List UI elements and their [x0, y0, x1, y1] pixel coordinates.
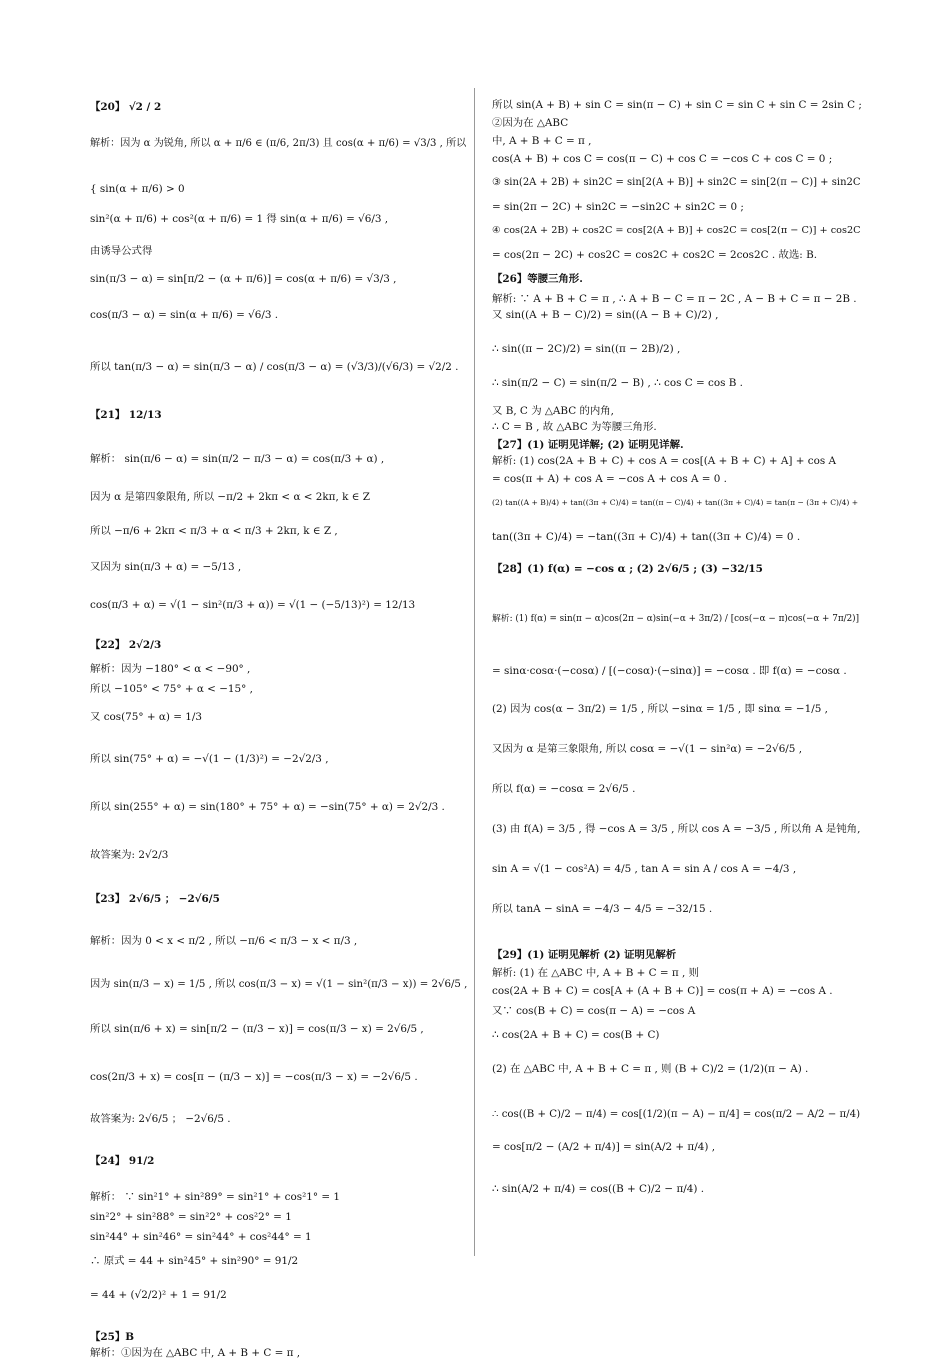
- left-line-35: 解析：①因为在 △ABC 中, A + B + C = π ,: [90, 1347, 301, 1359]
- right-line-32: cos(2A + B + C) = cos[A + (A + B + C)] = cos(π + A) = −cos A .: [492, 985, 833, 997]
- right-line-8: = cos(2π − 2C) + cos2C = cos2C + cos2C = 2cos2C . 故选: B.: [492, 249, 818, 261]
- left-line-24: 因为 sin(π/3 − x) = 1/5 , 所以 cos(π/3 − x) = √(1 − sin²(π/3 − x)) = 2√6/5 ,: [90, 979, 468, 990]
- right-line-21: 【28】(1) f(α) = −cos α ; (2) 2√6/5 ; (3) −32/15: [492, 563, 763, 575]
- right-line-11: 又 sin((A + B − C)/2) = sin((A − B + C)/2) ,: [492, 309, 719, 321]
- right-line-7: ④ cos(2A + 2B) + cos2C = cos[2(A + B)] + cos2C = cos[2(π − C)] + cos2C: [492, 225, 861, 236]
- right-line-9: 【26】等腰三角形.: [492, 273, 583, 285]
- left-line-20: 所以 sin(255° + α) = sin(180° + 75° + α) = −sin(75° + α) = 2√2/3 .: [90, 801, 445, 813]
- left-line-16: 解析：因为 −180° < α < −90° ,: [90, 663, 251, 675]
- right-line-27: (3) 由 f(A) = 3/5 , 得 −cos A = 3/5 , 所以 cos A = −3/5 , 所以角 A 是钝角,: [492, 823, 861, 835]
- left-line-26: cos(2π/3 + x) = cos[π − (π/3 − x)] = −cos(π/3 − x) = −2√6/5 .: [90, 1071, 418, 1083]
- right-line-10: 解析: ∵ A + B + C = π , ∴ A + B − C = π − 2C , A − B + C = π − 2B .: [492, 293, 857, 305]
- right-line-38: ∴ sin(A/2 + π/4) = cos((B + C)/2 − π/4) .: [492, 1183, 705, 1195]
- right-line-6: = sin(2π − 2C) + sin2C = −sin2C + sin2C = 0 ;: [492, 201, 744, 213]
- left-line-34: 【25】B: [90, 1331, 135, 1343]
- right-line-17: 解析: (1) cos(2A + B + C) + cos A = cos[(A + B + C) + A] + cos A: [492, 455, 836, 467]
- left-line-8: 所以 tan(π/3 − α) = sin(π/3 − α) / cos(π/3 − α) = (√3/3)/(√6/3) = √2/2 .: [90, 361, 459, 373]
- right-line-31: 解析: (1) 在 △ABC 中, A + B + C = π , 则: [492, 967, 700, 979]
- right-line-19: (2) tan((A + B)/4) + tan((3π + C)/4) = tan((π − C)/4) + tan((3π + C)/4) = tan(π − (3π + C)/4) +: [492, 498, 859, 507]
- right-line-33: 又∵ cos(B + C) = cos(π − A) = −cos A: [492, 1005, 696, 1017]
- left-line-14: cos(π/3 + α) = √(1 − sin²(π/3 + α)) = √(1 − (−5/13)²) = 12/13: [90, 599, 416, 611]
- right-line-35: (2) 在 △ABC 中, A + B + C = π , 则 (B + C)/2 = (1/2)(π − A) .: [492, 1063, 809, 1075]
- left-line-32: ∴ 原式 = 44 + sin²45° + sin²90° = 91/2: [90, 1255, 299, 1267]
- right-line-18: = cos(π + A) + cos A = −cos A + cos A = 0 .: [492, 473, 727, 485]
- left-line-28: 【24】 91/2: [90, 1155, 155, 1167]
- left-line-9: 【21】 12/13: [90, 409, 162, 421]
- right-line-29: 所以 tanA − sinA = −4/3 − 4/5 = −32/15 .: [492, 903, 713, 915]
- right-line-37: = cos[π/2 − (A/2 + π/4)] = sin(A/2 + π/4) ,: [492, 1141, 715, 1153]
- left-line-11: 因为 α 是第四象限角, 所以 −π/2 + 2kπ < α < 2kπ, k ∈ Z: [90, 491, 370, 503]
- right-line-16: 【27】(1) 证明见详解; (2) 证明见详解.: [492, 439, 684, 451]
- left-line-31: sin²44° + sin²46° = sin²44° + cos²44° = 1: [90, 1231, 312, 1243]
- right-line-26: 所以 f(α) = −cosα = 2√6/5 .: [492, 783, 636, 795]
- left-line-18: 又 cos(75° + α) = 1/3: [90, 711, 202, 723]
- right-line-22: 解析: (1) f(α) = sin(π − α)cos(2π − α)sin(−α + 3π/2) / [cos(−α − π)cos(−α + 7π/2)]: [492, 614, 860, 624]
- right-line-36: ∴ cos((B + C)/2 − π/4) = cos[(1/2)(π − A) − π/4] = cos(π/2 − A/2 − π/4): [492, 1109, 861, 1120]
- left-line-13: 又因为 sin(π/3 + α) = −5/13 ,: [90, 561, 242, 573]
- left-line-21: 故答案为: 2√2/3: [90, 849, 169, 861]
- left-line-30: sin²2° + sin²88° = sin²2° + cos²2° = 1: [90, 1211, 292, 1223]
- right-line-28: sin A = √(1 − cos²A) = 4/5 , tan A = sin A / cos A = −4/3 ,: [492, 863, 797, 875]
- left-line-2: 解析：因为 α 为锐角, 所以 α + π/6 ∈ (π/6, 2π/3) 且 cos(α + π/6) = √3/3 , 所以: [90, 138, 467, 149]
- column-divider: [474, 88, 475, 1256]
- left-line-23: 解析：因为 0 < x < π/2 , 所以 −π/6 < π/3 − x < π/3 ,: [90, 935, 358, 947]
- left-line-6: sin(π/3 − α) = sin[π/2 − (α + π/6)] = cos(α + π/6) = √3/3 ,: [90, 273, 397, 285]
- left-line-17: 所以 −105° < 75° + α < −15° ,: [90, 683, 253, 695]
- right-line-30: 【29】(1) 证明见解析 (2) 证明见解析: [492, 949, 677, 961]
- left-line-7: cos(π/3 − α) = sin(α + π/6) = √6/3 .: [90, 309, 279, 321]
- right-line-5: ③ sin(2A + 2B) + sin2C = sin[2(A + B)] + sin2C = sin[2(π − C)] + sin2C: [492, 177, 861, 188]
- right-line-13: ∴ sin(π/2 − C) = sin(π/2 − B) , ∴ cos C = cos B .: [492, 377, 743, 389]
- left-line-15: 【22】 2√2/3: [90, 639, 162, 651]
- right-line-14: 又 B, C 为 △ABC 的内角,: [492, 405, 614, 417]
- right-line-1: 所以 sin(A + B) + sin C = sin(π − C) + sin C = sin C + sin C = 2sin C ;: [492, 99, 862, 111]
- right-line-34: ∴ cos(2A + B + C) = cos(B + C): [492, 1029, 660, 1041]
- right-line-15: ∴ C = B , 故 △ABC 为等腰三角形.: [492, 421, 657, 433]
- left-line-27: 故答案为: 2√6/5 ； −2√6/5 .: [90, 1113, 231, 1125]
- left-line-33: = 44 + (√2/2)² + 1 = 91/2: [90, 1289, 227, 1301]
- left-line-29: 解析： ∵ sin²1° + sin²89° = sin²1° + cos²1° = 1: [90, 1191, 340, 1203]
- left-line-5: 由诱导公式得: [90, 245, 153, 257]
- left-line-19: 所以 sin(75° + α) = −√(1 − (1/3)²) = −2√2/3 ,: [90, 753, 329, 765]
- right-line-25: 又因为 α 是第三象限角, 所以 cosα = −√(1 − sin²α) = −2√6/5 ,: [492, 743, 803, 755]
- right-line-20: tan((3π + C)/4) = −tan((3π + C)/4) + tan((3π + C)/4) = 0 .: [492, 531, 801, 543]
- right-line-4: cos(A + B) + cos C = cos(π − C) + cos C = −cos C + cos C = 0 ;: [492, 153, 833, 165]
- left-line-4: sin²(α + π/6) + cos²(α + π/6) = 1 得 sin(α + π/6) = √6/3 ,: [90, 213, 389, 225]
- right-line-3: 中, A + B + C = π ,: [492, 135, 592, 147]
- left-line-10: 解析： sin(π/6 − α) = sin(π/2 − π/3 − α) = cos(π/3 + α) ,: [90, 453, 385, 465]
- left-line-12: 所以 −π/6 + 2kπ < π/3 + α < π/3 + 2kπ, k ∈ Z ,: [90, 525, 338, 537]
- left-line-22: 【23】 2√6/5 ； −2√6/5: [90, 893, 220, 905]
- right-line-23: = sinα·cosα·(−cosα) / [(−cosα)·(−sinα)] = −cosα . 即 f(α) = −cosα .: [492, 665, 847, 677]
- left-line-1: 【20】 √2 / 2: [90, 101, 162, 113]
- left-line-3: { sin(α + π/6) > 0: [90, 183, 185, 195]
- right-line-2: ②因为在 △ABC: [492, 117, 569, 129]
- right-line-24: (2) 因为 cos(α − 3π/2) = 1/5 , 所以 −sinα = 1/5 , 即 sinα = −1/5 ,: [492, 703, 828, 715]
- left-line-25: 所以 sin(π/6 + x) = sin[π/2 − (π/3 − x)] = cos(π/3 − x) = 2√6/5 ,: [90, 1023, 424, 1035]
- right-line-12: ∴ sin((π − 2C)/2) = sin((π − 2B)/2) ,: [492, 343, 681, 355]
